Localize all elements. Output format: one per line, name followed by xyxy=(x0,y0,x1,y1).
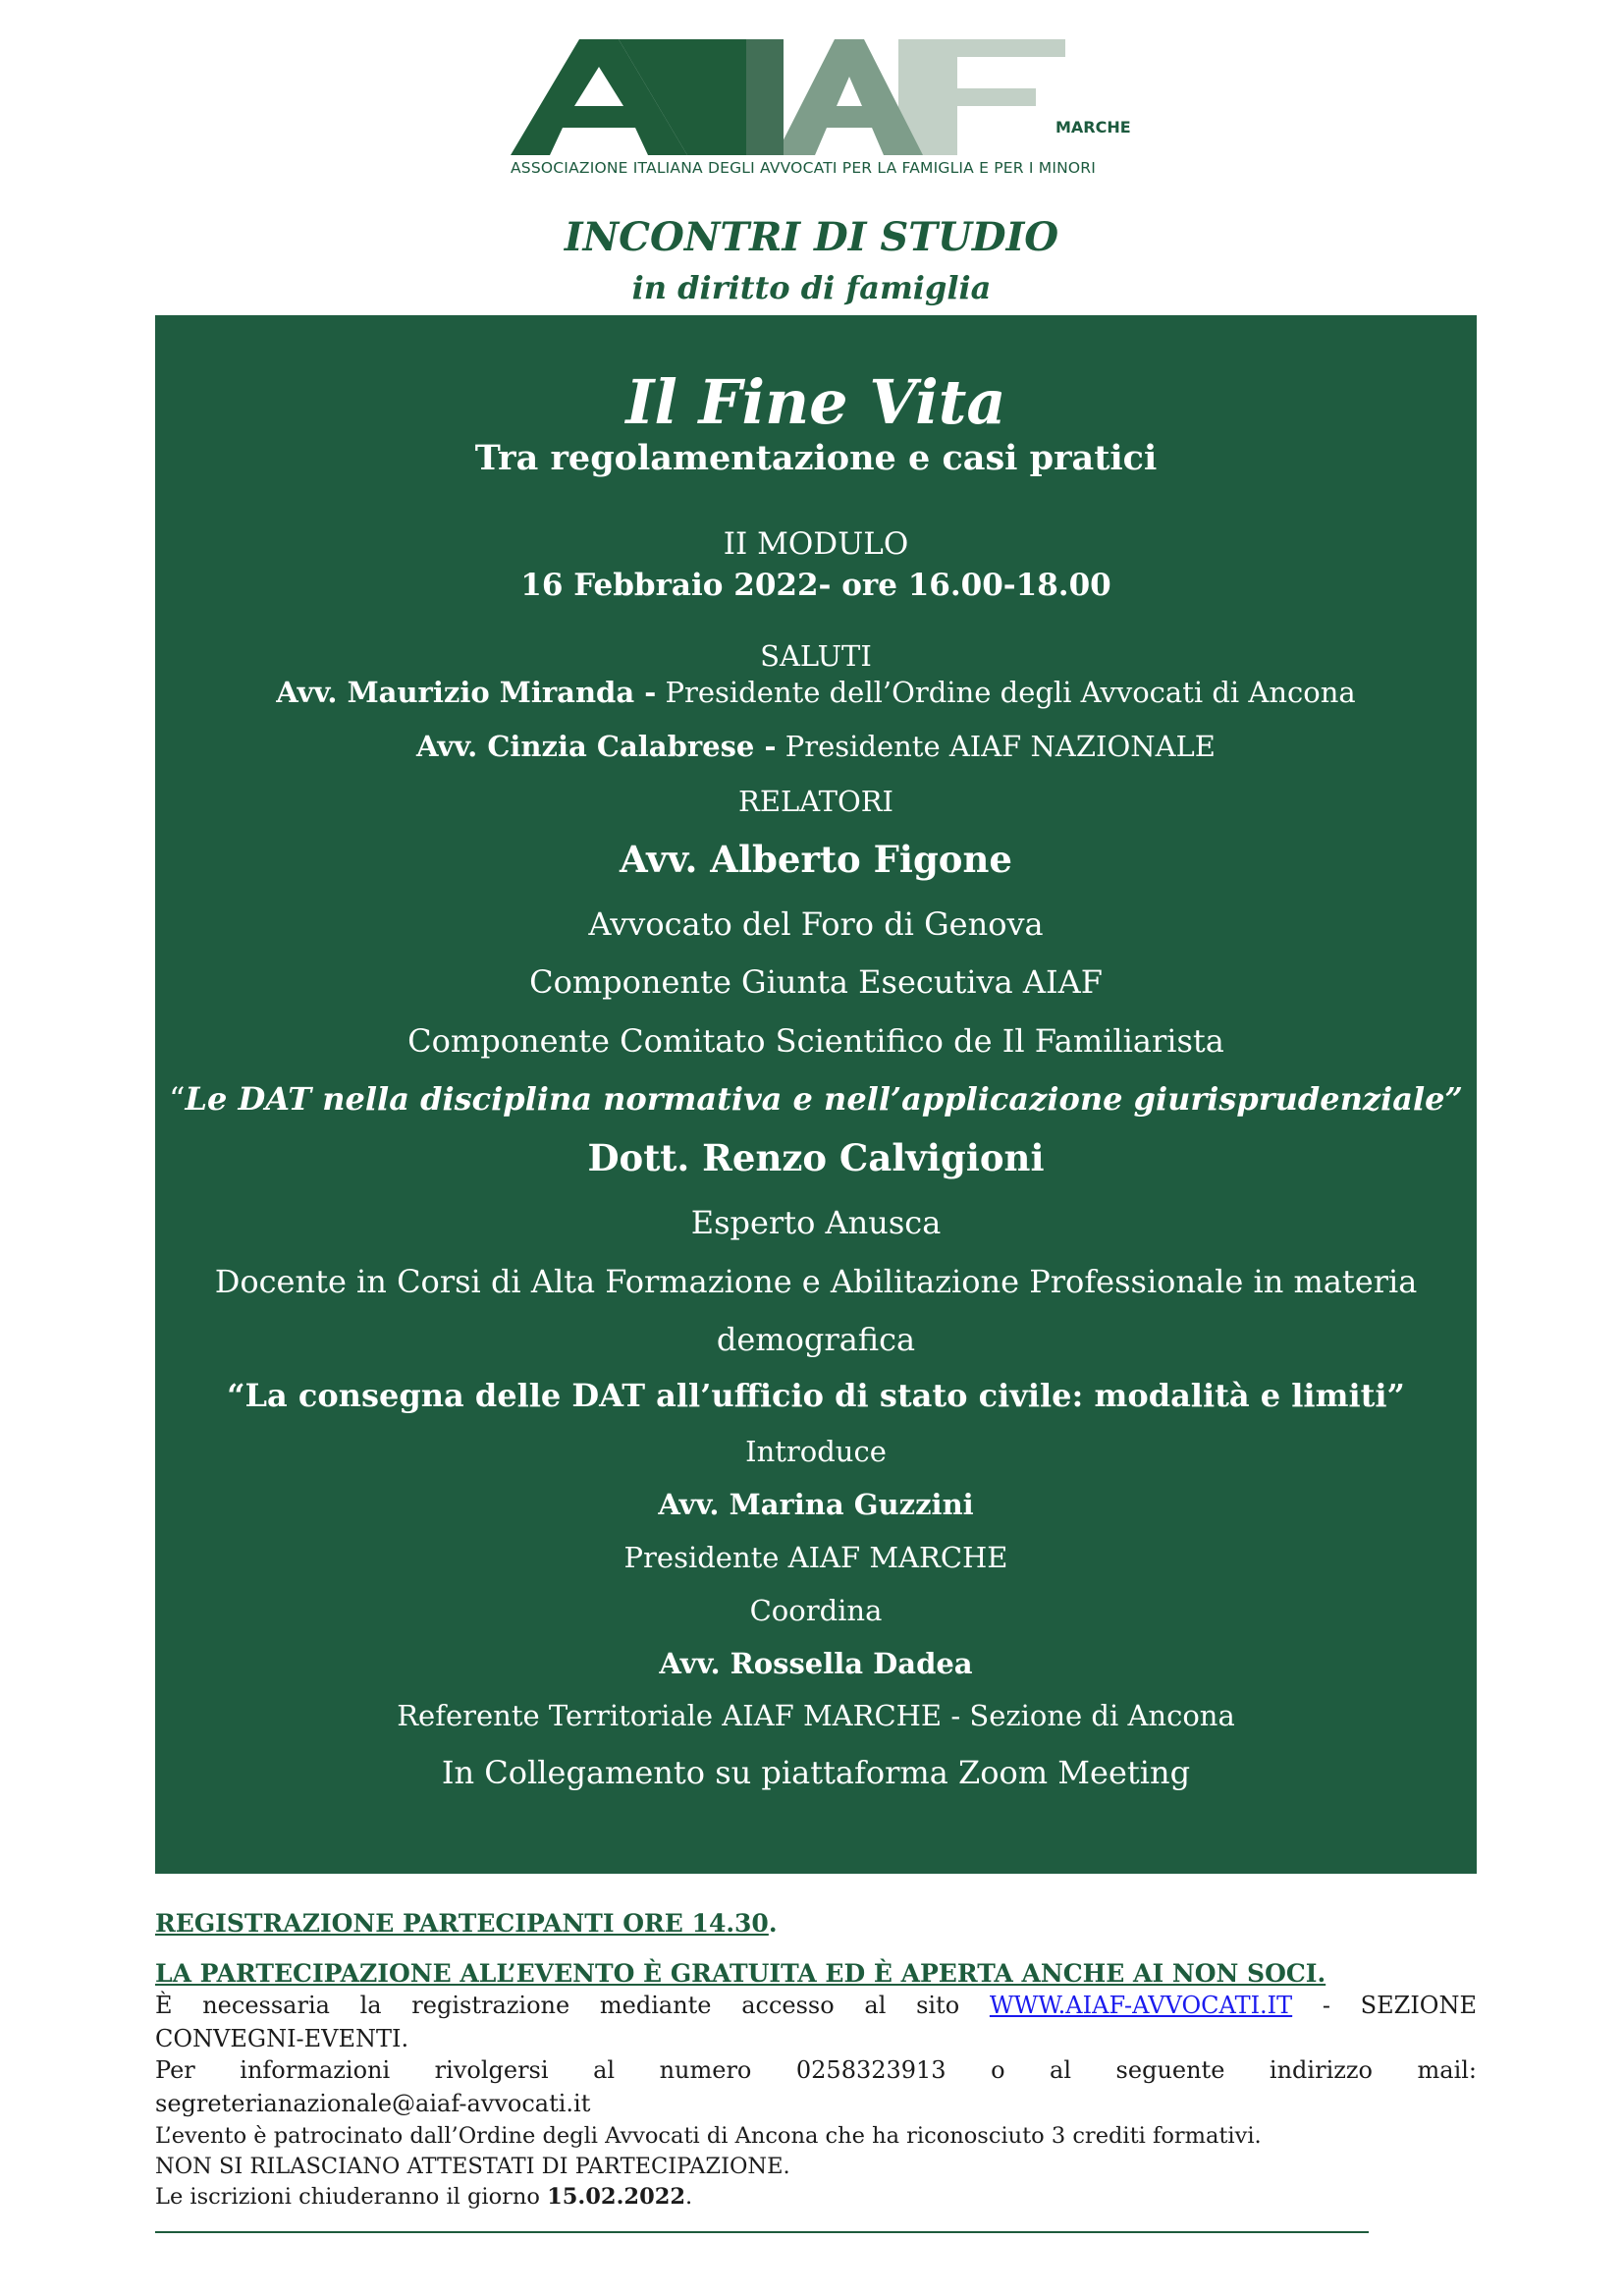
speakers-heading: RELATORI xyxy=(737,785,894,818)
event-datetime: 16 Febbraio 2022- ore 16.00-18.00 xyxy=(520,568,1111,603)
info-email: segreterianazionale@aiaf-avvocati.it xyxy=(155,2090,591,2117)
greeting-role: Presidente dell’Ordine degli Avvocati di Ancona xyxy=(656,676,1356,709)
speaker-name: Avv. Alberto Figone xyxy=(620,838,1012,881)
coordinator-role: Referente Territoriale AIAF MARCHE - Sezione di Ancona xyxy=(397,1699,1235,1732)
signup-text: È necessaria la registrazione mediante accesso al sito xyxy=(155,1992,990,2019)
greeting-line xyxy=(155,676,1477,709)
speaker-name: Dott. Renzo Calvigioni xyxy=(587,1136,1045,1179)
speaker-role: Componente Giunta Esecutiva AIAF xyxy=(529,963,1103,1001)
registration-time: REGISTRAZIONE PARTECIPANTI ORE 14.30 xyxy=(155,1909,769,1938)
aiaf-logo xyxy=(511,37,1139,185)
aiaf-website-link[interactable]: WWW.AIAF-AVVOCATI.IT xyxy=(989,1992,1293,2019)
series-title: INCONTRI DI STUDIO xyxy=(564,214,1059,260)
speaker-role: Esperto Anusca xyxy=(690,1204,942,1241)
registration-line xyxy=(155,1911,1477,1936)
footer-divider xyxy=(155,2231,1369,2233)
event-title: Il Fine Vita xyxy=(625,366,1006,438)
greeting-name: Avv. Maurizio Miranda - xyxy=(276,676,657,709)
talk-text: Le DAT nella disciplina normativa e nell’applicazione giurisprudenziale” xyxy=(185,1080,1463,1118)
coordinator-label: Coordina xyxy=(749,1594,883,1627)
closing-text: Le iscrizioni chiuderanno il giorno xyxy=(155,2184,548,2210)
platform-note: In Collegamento su piattaforma Zoom Meeting xyxy=(441,1754,1191,1791)
closing-dot: . xyxy=(685,2184,693,2210)
introducer-role: Presidente AIAF MARCHE xyxy=(623,1541,1008,1574)
signup-section: - SEZIONE xyxy=(1292,1992,1477,2019)
logo-caption: ASSOCIAZIONE ITALIANA DEGLI AVVOCATI PER LA FAMIGLIA E PER I MINORI xyxy=(511,159,1097,177)
greeting-name: Avv. Cinzia Calabrese - xyxy=(416,730,777,763)
speaker-role: Avvocato del Foro di Genova xyxy=(588,905,1044,943)
logo-region-label: MARCHE xyxy=(1055,118,1131,137)
event-subtitle: Tra regolamentazione e casi pratici xyxy=(474,438,1158,478)
speaker-role: Docente in Corsi di Alta Formazione e Abilitazione Professionale in materia xyxy=(214,1263,1418,1300)
registration-dot: . xyxy=(768,1909,778,1938)
signup-line xyxy=(155,1994,1477,2017)
signup-line-2: CONVEGNI-EVENTI. xyxy=(155,2025,409,2052)
talk-open-quote: “ xyxy=(169,1080,186,1118)
series-subtitle: in diritto di famiglia xyxy=(631,269,992,306)
patronage-note: L’evento è patrocinato dall’Ordine degli Avvocati di Ancona che ha riconosciuto 3 crediti formativi. xyxy=(155,2123,1262,2149)
introduce-label: Introduce xyxy=(745,1435,887,1468)
event-panel xyxy=(155,315,1477,1874)
module-label: II MODULO xyxy=(723,526,909,562)
closing-date: 15.02.2022 xyxy=(547,2184,686,2210)
greetings-heading: SALUTI xyxy=(760,639,872,673)
speaker-role: Componente Comitato Scientifico de Il Familiarista xyxy=(407,1022,1224,1060)
info-line: Per informazioni rivolgersi al numero 0258323913 o al seguente indirizzo mail: xyxy=(155,2056,1477,2084)
introducer-name: Avv. Marina Guzzini xyxy=(658,1488,974,1521)
no-certificates-note: NON SI RILASCIANO ATTESTATI DI PARTECIPAZIONE. xyxy=(155,2154,790,2179)
speaker-role: demografica xyxy=(716,1321,916,1358)
free-entry-line xyxy=(155,1961,1477,1986)
greeting-role: Presidente AIAF NAZIONALE xyxy=(776,730,1216,763)
coordinator-name: Avv. Rossella Dadea xyxy=(659,1647,973,1680)
talk-title xyxy=(155,1080,1477,1118)
closing-note xyxy=(155,2186,1477,2209)
talk-title: “La consegna delle DAT all’ufficio di stato civile: modalità e limiti” xyxy=(227,1377,1405,1414)
free-entry-text: LA PARTECIPAZIONE ALL’EVENTO È GRATUITA ED È APERTA ANCHE AI NON SOCI. xyxy=(155,1959,1326,1988)
greeting-line xyxy=(155,730,1477,763)
